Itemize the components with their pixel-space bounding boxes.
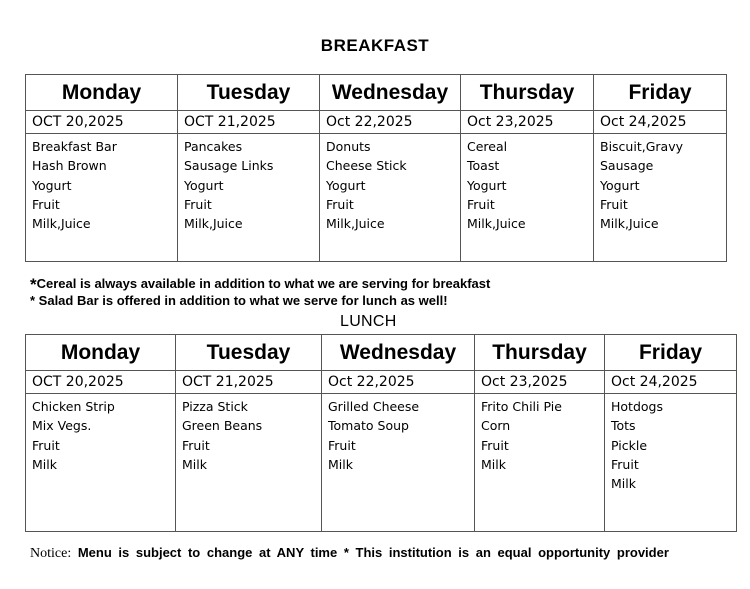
lunch-items-thursday bbox=[475, 394, 605, 532]
menu-item: Milk,Juice bbox=[326, 216, 385, 232]
menu-item: Yogurt bbox=[600, 177, 640, 193]
menu-item: Corn bbox=[481, 418, 511, 434]
menu-item: Milk bbox=[328, 456, 353, 472]
menu-item: Milk,Juice bbox=[184, 216, 243, 232]
menu-item: Fruit bbox=[32, 437, 60, 453]
menu-item: Milk bbox=[32, 456, 57, 472]
menu-item: Cereal bbox=[467, 139, 508, 154]
breakfast-date-thursday: Oct 23,2025 bbox=[461, 111, 594, 134]
lunch-date-thursday: Oct 23,2025 bbox=[475, 371, 605, 394]
lunch-items-row bbox=[26, 394, 737, 532]
breakfast-items-friday bbox=[594, 134, 727, 262]
breakfast-items-thursday bbox=[461, 134, 594, 262]
lunch-date-row bbox=[26, 371, 737, 394]
breakfast-date-wednesday: Oct 22,2025 bbox=[320, 111, 461, 134]
menu-item: Hotdogs bbox=[611, 399, 663, 414]
breakfast-day-row bbox=[26, 75, 727, 111]
breakfast-items-wednesday bbox=[320, 134, 461, 262]
menu-item: Grilled Cheese bbox=[328, 399, 420, 414]
menu-item: Cheese Stick bbox=[326, 158, 407, 174]
lunch-date-monday: OCT 20,2025 bbox=[26, 371, 176, 394]
breakfast-date-monday: OCT 20,2025 bbox=[26, 111, 178, 134]
menu-item: Breakfast Bar bbox=[32, 139, 117, 154]
lunch-items-friday bbox=[605, 394, 737, 532]
lunch-date-wednesday: Oct 22,2025 bbox=[322, 371, 475, 394]
notice-text: Menu is subject to change at ANY time * This institution is an equal opportunity provider bbox=[77, 545, 669, 560]
cereal-note bbox=[30, 275, 490, 295]
menu-item: Milk,Juice bbox=[467, 216, 526, 232]
lunch-day-thursday: Thursday bbox=[475, 335, 605, 371]
menu-item: Tots bbox=[611, 418, 636, 434]
menu-item: Toast bbox=[467, 158, 500, 174]
menu-item: Hash Brown bbox=[32, 158, 107, 174]
menu-item: Yogurt bbox=[326, 177, 366, 193]
breakfast-day-monday: Monday bbox=[26, 75, 178, 111]
menu-item: Green Beans bbox=[182, 418, 263, 434]
menu-item: Frito Chili Pie bbox=[481, 399, 562, 414]
menu-item: Milk,Juice bbox=[32, 216, 91, 232]
menu-item: Fruit bbox=[600, 196, 628, 212]
menu-item: Donuts bbox=[326, 139, 371, 154]
menu-item: Yogurt bbox=[467, 177, 507, 193]
menu-item: Fruit bbox=[184, 196, 212, 212]
notice-label: Notice: bbox=[30, 546, 72, 561]
menu-item: Fruit bbox=[611, 456, 639, 472]
menu-item: Fruit bbox=[326, 196, 354, 212]
menu-item: Mix Vegs. bbox=[32, 418, 92, 434]
breakfast-day-tuesday: Tuesday bbox=[178, 75, 320, 111]
lunch-date-tuesday: OCT 21,2025 bbox=[176, 371, 322, 394]
menu-item: Pickle bbox=[611, 437, 648, 453]
menu-item: Sausage Links bbox=[184, 158, 274, 174]
menu-item: Pizza Stick bbox=[182, 399, 248, 414]
breakfast-date-tuesday: OCT 21,2025 bbox=[178, 111, 320, 134]
asterisk: * bbox=[30, 275, 37, 294]
breakfast-table bbox=[25, 74, 727, 262]
lunch-day-tuesday: Tuesday bbox=[176, 335, 322, 371]
breakfast-date-row bbox=[26, 111, 727, 134]
breakfast-title: BREAKFAST bbox=[320, 36, 430, 55]
menu-item: Fruit bbox=[328, 437, 356, 453]
menu-item: Milk bbox=[611, 476, 636, 492]
breakfast-items-monday bbox=[26, 134, 178, 262]
lunch-date-friday: Oct 24,2025 bbox=[605, 371, 737, 394]
menu-item: Yogurt bbox=[184, 177, 224, 193]
menu-item: Fruit bbox=[467, 196, 495, 212]
salad-bar-note: * Salad Bar is offered in addition to what we serve for lunch as well! bbox=[30, 293, 448, 308]
menu-item: Sausage bbox=[600, 158, 654, 174]
menu-item: Biscuit,Gravy bbox=[600, 139, 683, 154]
lunch-day-wednesday: Wednesday bbox=[322, 335, 475, 371]
lunch-items-wednesday bbox=[322, 394, 475, 532]
breakfast-items-tuesday bbox=[178, 134, 320, 262]
breakfast-day-wednesday: Wednesday bbox=[320, 75, 461, 111]
breakfast-date-friday: Oct 24,2025 bbox=[594, 111, 727, 134]
lunch-day-monday: Monday bbox=[26, 335, 176, 371]
lunch-items-tuesday bbox=[176, 394, 322, 532]
menu-item: Chicken Strip bbox=[32, 399, 115, 414]
menu-item: Tomato Soup bbox=[328, 418, 409, 434]
lunch-items-monday bbox=[26, 394, 176, 532]
lunch-table bbox=[25, 334, 737, 532]
menu-item: Milk bbox=[182, 456, 207, 472]
breakfast-day-friday: Friday bbox=[594, 75, 727, 111]
breakfast-items-row bbox=[26, 134, 727, 262]
lunch-title: LUNCH bbox=[340, 313, 397, 330]
menu-item: Fruit bbox=[32, 196, 60, 212]
breakfast-day-thursday: Thursday bbox=[461, 75, 594, 111]
lunch-day-row bbox=[26, 335, 737, 371]
menu-item: Fruit bbox=[182, 437, 210, 453]
menu-item: Fruit bbox=[481, 437, 509, 453]
menu-item: Yogurt bbox=[32, 177, 72, 193]
menu-item: Milk bbox=[481, 456, 506, 472]
footer-notice bbox=[30, 545, 669, 562]
menu-item: Pancakes bbox=[184, 139, 243, 154]
menu-item: Milk,Juice bbox=[600, 216, 659, 232]
lunch-day-friday: Friday bbox=[605, 335, 737, 371]
cereal-note-text: Cereal is always available in addition to what we are serving for breakfast bbox=[36, 276, 491, 291]
